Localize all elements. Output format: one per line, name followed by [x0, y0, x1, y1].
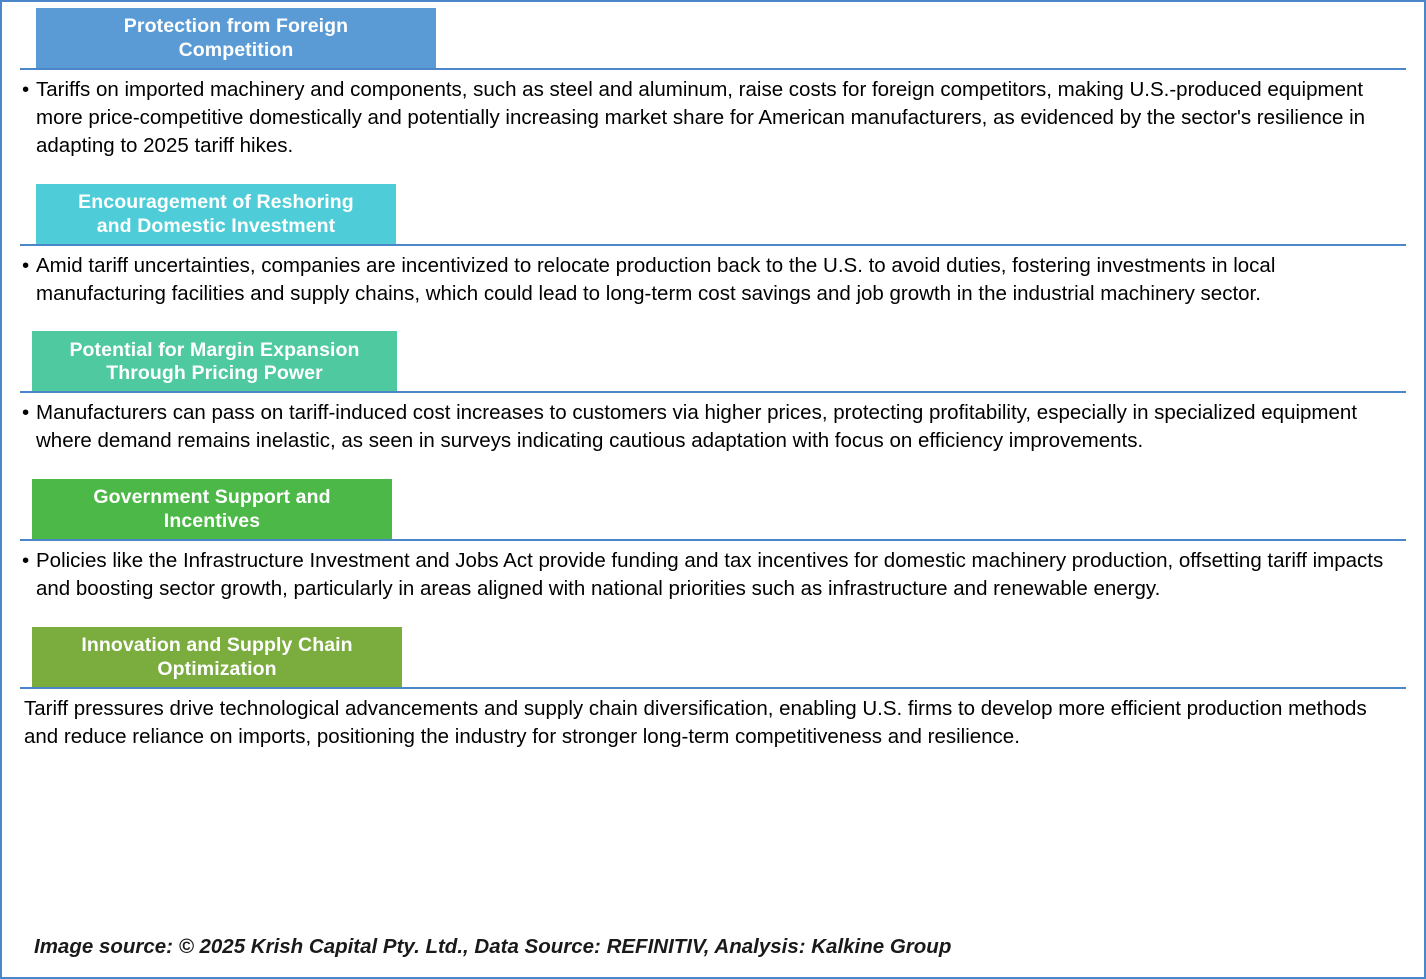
- tag-line-2: and Domestic Investment: [96, 214, 336, 237]
- section-body: [20, 246, 1406, 308]
- section-tag: [32, 627, 402, 689]
- section-divider: [20, 539, 1406, 541]
- section-body-text: Manufacturers can pass on tariff-induced cost increases to customers via higher prices, protecting profitability, especially in specialized equipment where demand remains inelastic, as seen in surveys indicating cautious adaptation with focus on efficiency improvements.: [36, 401, 1358, 453]
- section-potential-for-margin-expansion: [20, 331, 1406, 455]
- source-credit: Image source: © 2025 Krish Capital Pty. Ltd., Data Source: REFINITIV, Analysis: Kalkine Group: [34, 935, 952, 958]
- section-body: [20, 689, 1406, 751]
- section-body: [20, 70, 1406, 160]
- section-body-text: Amid tariff uncertainties, companies are incentivized to relocate production back to the U.S. to avoid duties, fostering investments in local manufacturing facilities and supply chains, which could lead to long-term cost savings and job growth in the industrial machinery sector.: [36, 253, 1276, 305]
- section-body: [20, 393, 1406, 455]
- section-divider: [20, 687, 1406, 689]
- section-encouragement-of-reshoring: [20, 184, 1406, 308]
- tag-line-1: Government Support and: [93, 486, 331, 509]
- section-body-text: Tariffs on imported machinery and components, such as steel and aluminum, raise costs for foreign competitors, making U.S.-produced equipment more price-competitive domestically and potentially increasing market share for American manufacturers, as evidenced by the sector's resilience in adapting to 2025 tariff hikes.: [36, 78, 1366, 157]
- spacer: [20, 455, 1406, 479]
- section-divider: [20, 68, 1406, 70]
- bullet-marker: •: [22, 253, 30, 277]
- section-protection-from-foreign-competition: [20, 8, 1406, 160]
- bullet-marker: •: [22, 78, 30, 101]
- bullet-marker: •: [22, 549, 30, 573]
- section-tag: [36, 184, 396, 246]
- tag-line-2: Incentives: [163, 510, 261, 533]
- section-body: [20, 541, 1406, 603]
- section-divider: [20, 244, 1406, 246]
- section-body-text: Tariff pressures drive technological advancements and supply chain diversification, enabling U.S. firms to develop more efficient production methods and reduce reliance on imports, positioning the industry for stronger long-term competitiveness and resilience.: [24, 696, 1367, 748]
- tag-row: [20, 331, 1406, 393]
- tag-line-2: Competition: [178, 39, 294, 61]
- spacer: [20, 160, 1406, 184]
- diagram-inner: [2, 2, 1424, 977]
- section-tag: [32, 331, 397, 393]
- tag-row: [20, 8, 1406, 70]
- tag-row: [20, 184, 1406, 246]
- tag-line-2: Through Pricing Power: [106, 362, 323, 385]
- section-divider: [20, 391, 1406, 393]
- tag-line-1: Encouragement of Reshoring: [78, 190, 354, 213]
- tag-row: [20, 627, 1406, 689]
- tag-line-2: Optimization: [157, 657, 277, 680]
- spacer: [20, 307, 1406, 331]
- tag-line-1: Protection from Foreign: [123, 15, 349, 38]
- spacer: [20, 603, 1406, 627]
- section-government-support-and-incentives: [20, 479, 1406, 603]
- tag-line-1: Potential for Margin Expansion: [69, 338, 360, 361]
- tag-row: [20, 479, 1406, 541]
- section-body-text: Policies like the Infrastructure Investment and Jobs Act provide funding and tax incentives for domestic machinery production, offsetting tariff impacts and boosting sector growth, particularly in areas aligned with national priorities such as infrastructure and renewable energy.: [36, 549, 1384, 600]
- tag-line-1: Innovation and Supply Chain: [81, 634, 353, 657]
- bullet-marker: •: [22, 401, 30, 425]
- section-innovation-and-supply-chain-optimization: [20, 627, 1406, 751]
- section-tag: [32, 479, 392, 541]
- section-tag: [36, 8, 436, 70]
